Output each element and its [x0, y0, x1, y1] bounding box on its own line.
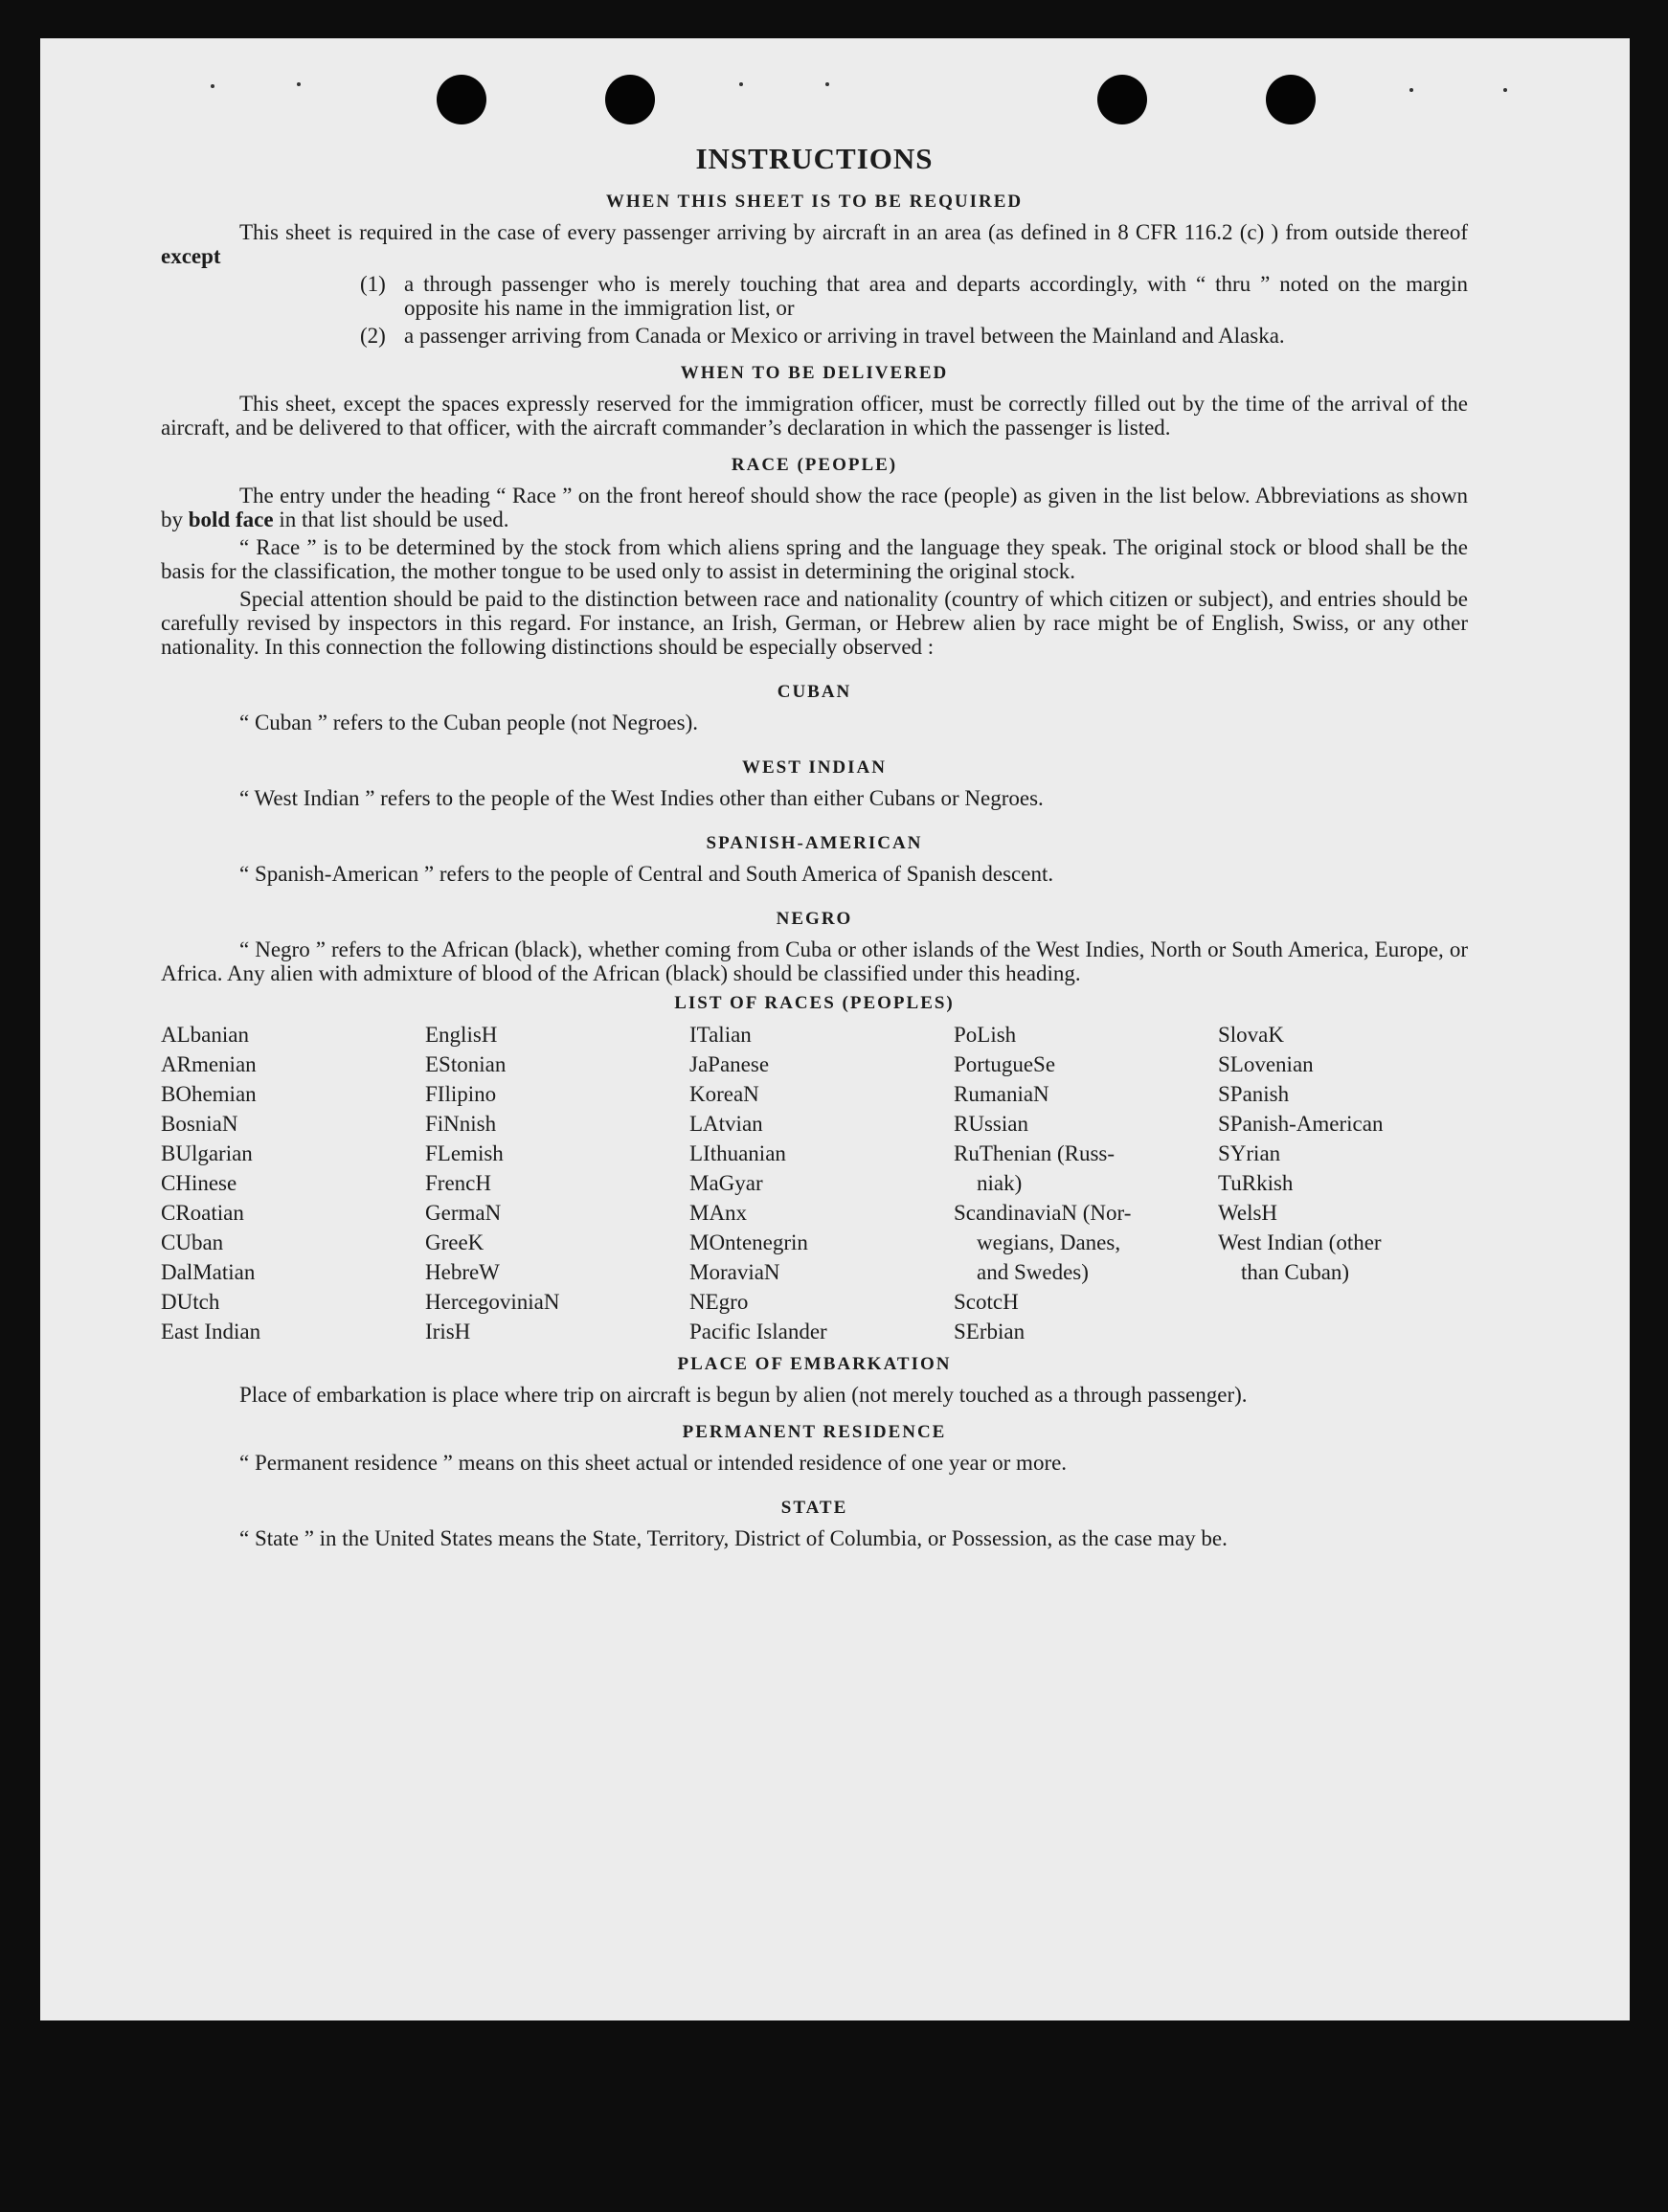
race-item: Pacific Islander	[689, 1320, 827, 1343]
race-item: HebreW	[425, 1260, 500, 1284]
race-item: ITalian	[689, 1023, 752, 1047]
race-item: KoreaN	[689, 1082, 759, 1106]
race-item: niak)	[977, 1171, 1023, 1195]
race-paragraph-2: “ Race ” is to be determined by the stock from which aliens spring and the language they speak. The original stock or blood shall be the basis for the classification, the mother tongue to be used only to assist in determining the original stock.	[161, 535, 1468, 583]
section-heading-delivered: WHEN TO BE DELIVERED	[680, 363, 949, 383]
punch-hole	[1097, 75, 1147, 124]
race-item: BosniaN	[161, 1112, 238, 1136]
delivered-text: This sheet, except the spaces expressly reserved for the immigration officer, must be correctly filled out by the time of the arrival of the aircraft, and be delivered to that officer, with the aircraft commander’s declaration in which the passenger is listed.	[161, 392, 1468, 440]
race-item: RumaniaN	[954, 1082, 1049, 1106]
race-item: SYrian	[1218, 1141, 1281, 1165]
race-item: PortugueSe	[954, 1052, 1056, 1076]
race-item: ALbanian	[161, 1023, 249, 1047]
race-item: GermaN	[425, 1201, 502, 1225]
race-item: wegians, Danes,	[977, 1230, 1121, 1254]
race-item: GreeK	[425, 1230, 485, 1254]
punch-hole	[437, 75, 486, 124]
embarkation-text: Place of embarkation is place where trip on aircraft is begun by alien (not merely touched as a through passenger).	[239, 1383, 1248, 1407]
race-item: FIlipino	[425, 1082, 497, 1106]
section-heading-residence: PERMANENT RESIDENCE	[682, 1422, 947, 1442]
race-item: SlovaK	[1218, 1023, 1284, 1047]
west-indian-text: “ West Indian ” refers to the people of the West Indies other than either Cubans or Negroes.	[239, 786, 1044, 810]
race-item: ScandinaviaN (Nor-	[954, 1201, 1132, 1225]
required-intro-bold: except	[161, 244, 221, 268]
item-text: a through passenger who is merely touching that area and departs accordingly, with “ thru ” noted on the margin opposite his name in the immigration list, or	[404, 272, 1468, 320]
punch-hole	[1266, 75, 1316, 124]
races-column-4	[954, 1020, 1218, 1346]
race-item: JaPanese	[689, 1052, 770, 1076]
race-item: CUban	[161, 1230, 224, 1254]
section-heading-negro: NEGRO	[776, 909, 853, 929]
race-item: ARmenian	[161, 1052, 257, 1076]
race-item: East Indian	[161, 1320, 261, 1343]
section-heading-cuban: CUBAN	[777, 682, 852, 702]
race-item: and Swedes)	[977, 1260, 1089, 1284]
item-number: (1)	[360, 272, 386, 296]
speck	[825, 82, 829, 86]
race-item: NEgro	[689, 1290, 749, 1314]
section-heading-race: RACE (PEOPLE)	[731, 455, 898, 475]
race-item: FrencH	[425, 1171, 491, 1195]
race-item: CRoatian	[161, 1201, 244, 1225]
section-heading-state: STATE	[780, 1498, 848, 1518]
race-item: DUtch	[161, 1290, 220, 1314]
residence-text: “ Permanent residence ” means on this sheet actual or intended residence of one year or more.	[239, 1451, 1068, 1475]
section-heading-embarkation: PLACE OF EMBARKATION	[677, 1354, 952, 1374]
race-p1-start: The entry under the heading “ Race ” on the front hereof should show the race (people) as given in the list below. Abbreviations as shown by	[161, 484, 1468, 531]
list-item	[360, 272, 1468, 320]
race-item: EStonian	[425, 1052, 507, 1076]
race-item: PoLish	[954, 1023, 1017, 1047]
item-number: (2)	[360, 324, 386, 348]
race-item: CHinese	[161, 1171, 237, 1195]
race-item: TuRkish	[1218, 1171, 1294, 1195]
race-item: FiNnish	[425, 1112, 497, 1136]
race-item: RuThenian (Russ-	[954, 1141, 1116, 1165]
required-intro	[161, 220, 1468, 268]
item-text: a passenger arriving from Canada or Mexico or arriving in travel between the Mainland and Alaska.	[404, 324, 1285, 348]
race-item: WelsH	[1218, 1201, 1278, 1225]
race-item: IrisH	[425, 1320, 471, 1343]
section-heading-west-indian: WEST INDIAN	[742, 757, 887, 778]
race-paragraph-3: Special attention should be paid to the distinction between race and nationality (country of which citizen or subject), and entries should be carefully revised by inspectors in this regard. For instance, an Irish, German, or Hebrew alien by race might be of English, Swiss, or any other nationality. In this connection the following distinctions should be especially observed :	[161, 587, 1468, 659]
race-paragraph-1	[161, 484, 1468, 531]
section-heading-required: WHEN THIS SHEET IS TO BE REQUIRED	[605, 192, 1024, 212]
race-item: LAtvian	[689, 1112, 763, 1136]
cuban-text: “ Cuban ” refers to the Cuban people (not Negroes).	[239, 711, 699, 734]
speck	[211, 84, 214, 88]
race-item: EnglisH	[425, 1023, 498, 1047]
speck	[739, 82, 743, 86]
race-item: SPanish	[1218, 1082, 1290, 1106]
races-column-5	[1218, 1020, 1448, 1346]
races-column-3	[689, 1020, 954, 1346]
race-item: FLemish	[425, 1141, 504, 1165]
page-title: INSTRUCTIONS	[695, 142, 934, 175]
race-item: MOntenegrin	[689, 1230, 808, 1254]
race-item: BUlgarian	[161, 1141, 253, 1165]
race-item: West Indian (other	[1218, 1230, 1382, 1254]
race-p1-bold: bold face	[188, 508, 274, 531]
list-of-races-heading: LIST OF RACES (PEOPLES)	[674, 993, 955, 1013]
race-p1-end: in that list should be used.	[279, 508, 509, 531]
state-text: “ State ” in the United States means the State, Territory, District of Columbia, or Possession, as the case may be.	[239, 1526, 1228, 1550]
race-item: BOhemian	[161, 1082, 257, 1106]
instructions-content	[161, 142, 1468, 1550]
race-item: MaGyar	[689, 1171, 763, 1195]
race-item: DalMatian	[161, 1260, 256, 1284]
race-item: RUssian	[954, 1112, 1028, 1136]
race-item: SErbian	[954, 1320, 1026, 1343]
race-item: MoraviaN	[689, 1260, 780, 1284]
required-intro-text: This sheet is required in the case of every passenger arriving by aircraft in an area (as defined in 8 CFR 116.2 (c) ) from outside thereof	[239, 220, 1468, 244]
race-item: SPanish-American	[1218, 1112, 1384, 1136]
race-item: MAnx	[689, 1201, 748, 1225]
races-column-2	[425, 1020, 689, 1346]
list-item	[360, 324, 1468, 348]
race-item: ScotcH	[954, 1290, 1019, 1314]
negro-text: “ Negro ” refers to the African (black), whether coming from Cuba or other islands of the West Indies, North or South America, Europe, or Africa. Any alien with admixture of blood of the African (black) should be classified under this heading.	[161, 937, 1468, 985]
spanish-american-text: “ Spanish-American ” refers to the people of Central and South America of Spanish descent.	[239, 862, 1054, 886]
section-heading-spanish-american: SPANISH-AMERICAN	[706, 833, 923, 853]
speck	[297, 82, 301, 86]
speck	[1409, 88, 1413, 92]
race-item: LIthuanian	[689, 1141, 786, 1165]
races-column-1	[161, 1020, 425, 1346]
race-item: SLovenian	[1218, 1052, 1314, 1076]
races-table	[161, 1020, 1468, 1346]
race-item: HercegoviniaN	[425, 1290, 560, 1314]
punch-hole	[605, 75, 655, 124]
race-item: than Cuban)	[1241, 1260, 1350, 1284]
speck	[1503, 88, 1507, 92]
